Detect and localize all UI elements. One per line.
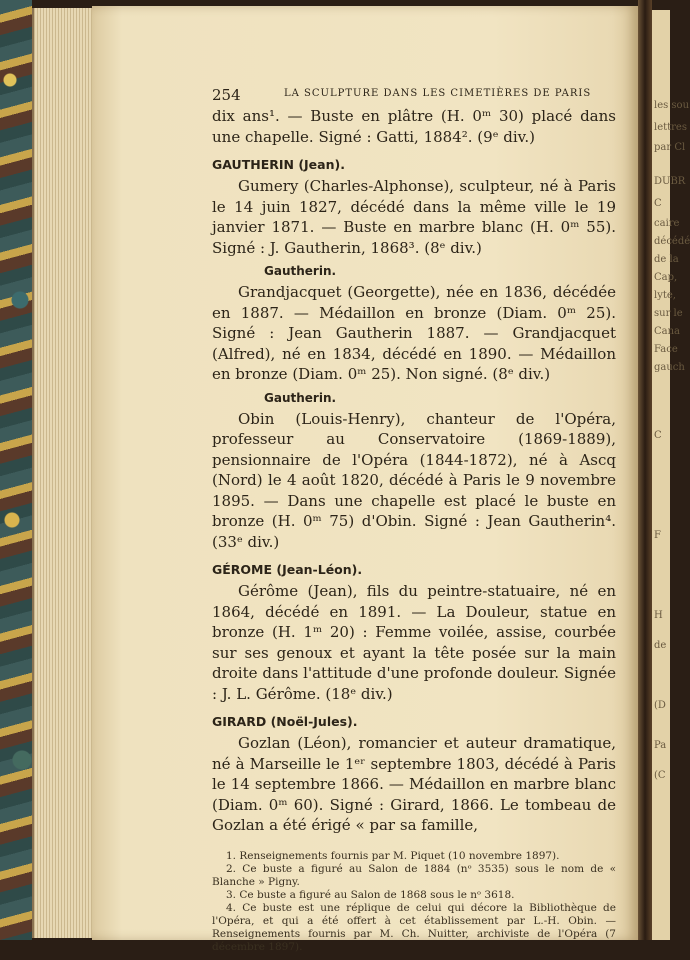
facing-fragment: gauch xyxy=(654,362,685,373)
book-gutter xyxy=(638,0,652,960)
page-number: 254 xyxy=(212,86,241,104)
facing-fragment: (C xyxy=(654,770,666,781)
sculptor-heading: GIRARD (Noël-Jules). xyxy=(212,714,358,729)
intro-paragraph: dix ans¹. — Buste en plâtre (H. 0ᵐ 30) placé dans une chapelle. Signé : Gatti, 1884². (9ᵉ div.) xyxy=(212,107,616,146)
facing-fragment: Cana xyxy=(654,326,681,337)
facing-fragment: caire xyxy=(654,218,680,229)
footnote: 1. Renseignements fournis par M. Piquet (10 novembre 1897). xyxy=(226,849,560,862)
facing-fragment: (D xyxy=(654,700,666,711)
facing-fragment: lyte, xyxy=(654,290,676,301)
facing-fragment: Cap, xyxy=(654,272,678,283)
facing-fragment: C xyxy=(654,430,662,441)
page-edges xyxy=(32,8,96,938)
entry-text: Obin (Louis-Henry), chanteur de l'Opéra, professeur au Conservatoire (1869-1889), pensionnaire de l'Opéra (1844-1872), né à Ascq (Nord) le 4 août 1820, décédé à Paris le 9 novembre 1895. — Dans une chapelle est placé le buste en bronze (H. 0ᵐ 75) d'Obin. Signé : Jean Gautherin⁴. (33ᵉ div.) xyxy=(212,409,616,551)
sculptor-heading: GAUTHERIN (Jean). xyxy=(212,157,345,172)
facing-fragment: les sou xyxy=(654,100,690,111)
entry-text: Gozlan (Léon), romancier et auteur dramatique, né à Marseille le 1ᵉʳ septembre 1803, décédé à Paris le 14 septembre 1866. — Médaillon en marbre blanc (Diam. 0ᵐ 60). Signé : Girard, 1866. Le tombeau de Gozlan a été érigé « par sa famille, xyxy=(212,734,616,834)
footnote: 3. Ce buste a figuré au Salon de 1868 sous le nᵒ 3618. xyxy=(226,888,515,901)
facing-fragment: par Cl xyxy=(654,142,686,153)
facing-fragment: F xyxy=(654,530,661,541)
facing-fragment: lettres xyxy=(654,122,687,133)
footnotes xyxy=(212,850,616,954)
entry-text: Gérôme (Jean), fils du peintre-statuaire, né en 1864, décédé en 1891. — La Douleur, statue en bronze (H. 1ᵐ 20) : Femme voilée, assise, courbée sur ses genoux et ayant la tête posée sur la main droite dans l'attitude d'une profonde douleur. Signée : J. L. Gérôme. (18ᵉ div.) xyxy=(212,582,616,703)
sculptor-subheading: Gautherin. xyxy=(264,264,337,278)
page-text xyxy=(212,86,616,954)
sculptor-heading: GÉROME (Jean-Léon). xyxy=(212,562,363,577)
entry-text: Grandjacquet (Georgette), née en 1836, décédée en 1887. — Médaillon en bronze (Diam. 0ᵐ 25). Signé : Jean Gautherin 1887. — Grandjacquet (Alfred), né en 1834, décédé en 1890. — Médaillon en bronze (Diam. 0ᵐ 25). Non signé. (8ᵉ div.) xyxy=(212,283,616,383)
facing-fragment: Pa xyxy=(654,740,667,751)
running-head: LA SCULPTURE DANS LES CIMETIÈRES DE PARIS xyxy=(284,88,592,99)
facing-page xyxy=(652,10,690,940)
footnote: 4. Ce buste est une réplique de celui qui décore la Bibliothèque de l'Opéra, et qui a été offert à cet établissement par L.-H. Obin. — Renseignements fournis par M. Ch. Nuitter, archiviste de l'Opéra (7 décembre 1897). xyxy=(212,901,616,953)
facing-fragment: H xyxy=(654,610,663,621)
facing-fragment: de la xyxy=(654,254,679,265)
facing-fragment: DUBR xyxy=(654,176,686,187)
facing-fragment: décédé xyxy=(654,236,690,247)
sculptor-subheading: Gautherin. xyxy=(264,390,337,405)
page-header xyxy=(212,86,616,106)
facing-fragment: de xyxy=(654,640,667,651)
facing-fragment: sur le xyxy=(654,308,683,319)
entry-text: Gumery (Charles-Alphonse), sculpteur, né à Paris le 14 juin 1827, décédé dans la même ville le 19 janvier 1871. — Buste en marbre blanc (H. 0ᵐ 55). Signé : J. Gautherin, 1868³. (8ᵉ div.) xyxy=(212,177,616,257)
marbled-cover xyxy=(0,0,32,960)
facing-fragment: Face xyxy=(654,344,678,355)
footnote: 2. Ce buste a figuré au Salon de 1884 (nᵒ 3535) sous le nom de « Blanche » Pigny. xyxy=(212,862,616,888)
facing-fragment: C xyxy=(654,198,662,209)
